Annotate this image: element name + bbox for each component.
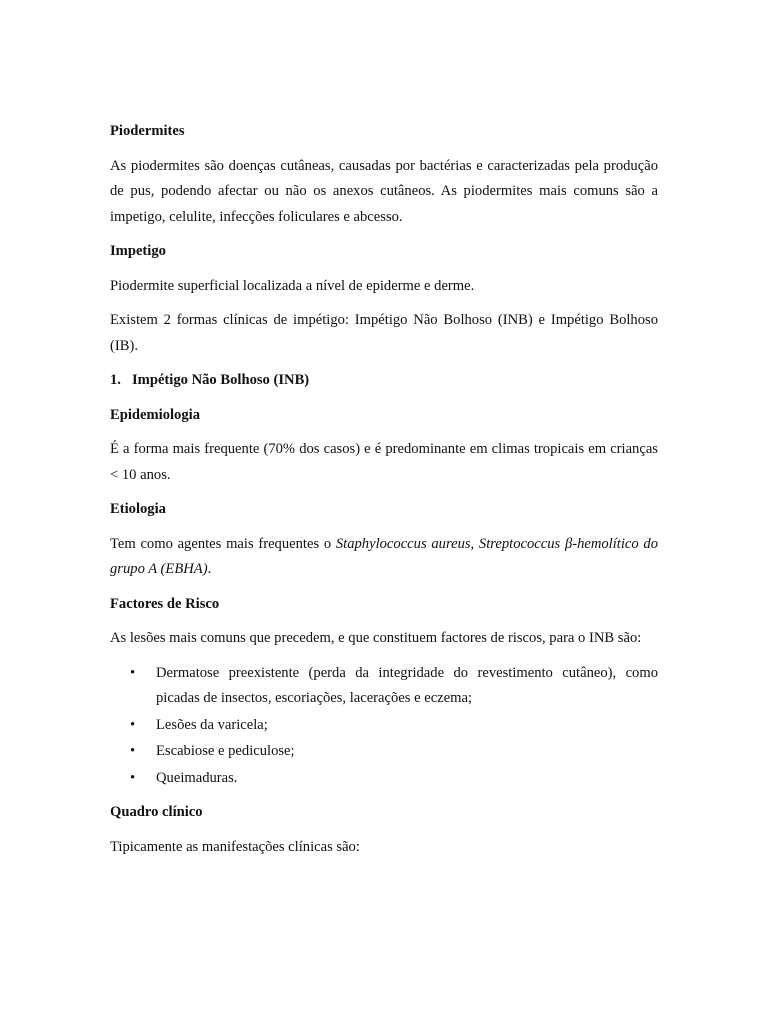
list-item-text: Queimaduras. xyxy=(156,769,238,786)
clinical-picture-heading: Quadro clínico xyxy=(110,804,203,820)
section-1-heading xyxy=(110,368,658,394)
list-item xyxy=(110,713,658,739)
risk-factors-intro: As lesões mais comuns que precedem, e que constituem factores de riscos, para o INB são: xyxy=(110,630,642,646)
impetigo-heading: Impetigo xyxy=(110,243,166,259)
list-item-text: Lesões da varicela; xyxy=(156,716,268,733)
impetigo-definition: Piodermite superficial localizada a nível de epiderme e derme. xyxy=(110,277,475,294)
etiology-suffix: . xyxy=(207,561,212,577)
list-item-text: Escabiose e pediculose; xyxy=(156,743,295,759)
epidemiology-heading: Epidemiologia xyxy=(110,406,201,423)
section-1-title: Impétigo Não Bolhoso (INB) xyxy=(132,372,310,388)
bullet-icon: • xyxy=(130,743,136,759)
etiology-prefix: Tem como agentes mais frequentes o xyxy=(110,535,336,552)
document-page xyxy=(110,119,658,869)
etiology-heading: Etiologia xyxy=(110,501,166,517)
bullet-icon: • xyxy=(130,716,136,733)
list-item-text: Dermatose preexistente (perda da integridade do revestimento cutâneo), como picadas de insectos, escoriações, lacerações e eczema; xyxy=(156,664,658,706)
list-item xyxy=(110,661,658,712)
intro-paragraph: As piodermites são doenças cutâneas, causadas por bactérias e caracterizadas pela produção de pus, podendo afectar ou não os anexos cutâneos. As piodermites mais comuns são a impetigo, celulite, infecções foliculares e abcesso. xyxy=(110,157,658,225)
epidemiology-paragraph: É a forma mais frequente (70% dos casos) e é predominante em climas tropicais em crianças < 10 anos. xyxy=(110,441,658,483)
risk-factors-list xyxy=(110,661,658,792)
risk-factors-heading: Factores de Risco xyxy=(110,595,220,612)
clinical-picture-intro: Tipicamente as manifestações clínicas são: xyxy=(110,838,360,855)
impetigo-forms-paragraph: Existem 2 formas clínicas de impétigo: Impétigo Não Bolhoso (INB) e Impétigo Bolhoso (IB). xyxy=(110,312,658,354)
etiology-paragraph xyxy=(110,532,658,583)
page-title: Piodermites xyxy=(110,123,185,139)
etiology-agents: Staphylococcus aureus, Streptococcus β-hemolítico do grupo A (EBHA) xyxy=(110,535,658,577)
list-item xyxy=(110,766,658,792)
section-1-number: 1. xyxy=(110,372,121,388)
bullet-icon: • xyxy=(130,769,136,786)
list-item xyxy=(110,739,658,765)
bullet-icon: • xyxy=(130,664,136,681)
